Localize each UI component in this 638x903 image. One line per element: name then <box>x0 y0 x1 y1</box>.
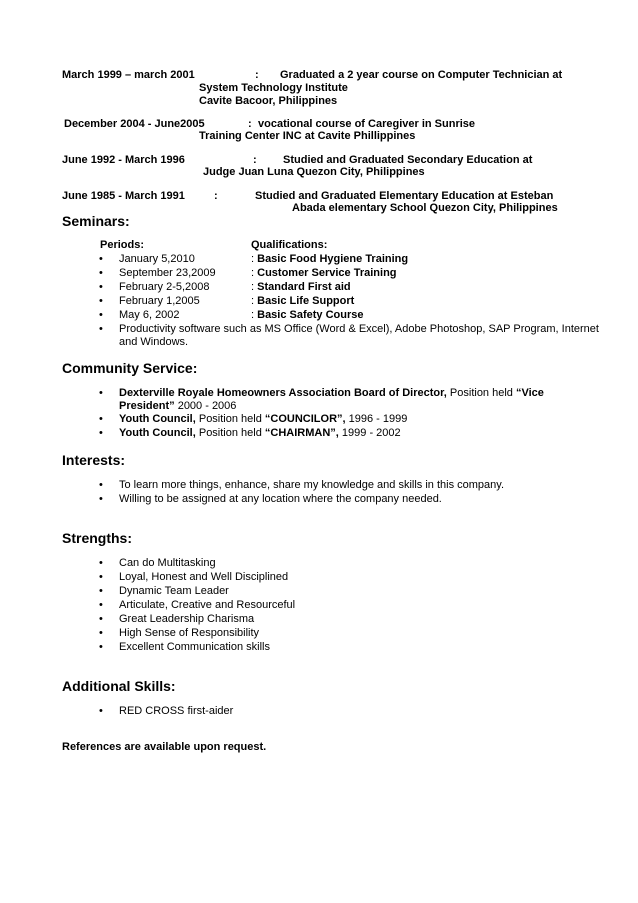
section-heading-seminars: Seminars: <box>62 213 130 229</box>
education-colon: : <box>253 154 257 166</box>
education-line: System Technology Institute <box>199 82 348 94</box>
section-heading-interests: Interests: <box>62 452 126 468</box>
community-item: • Youth Council, Position held “CHAIRMAN”, 1999 - 2002 <box>119 427 401 439</box>
education-line: Training Center INC at Cavite Phillippines <box>199 130 416 142</box>
education-period: March 1999 – march 2001 <box>62 69 195 81</box>
references-note: References are available upon request. <box>62 741 267 753</box>
seminar-date: • May 6, 2002 <box>119 309 180 321</box>
education-line: vocational course of Caregiver in Sunrise <box>258 118 476 130</box>
periods-label: Periods: <box>100 239 145 251</box>
section-heading-additional-skills: Additional Skills: <box>62 678 176 694</box>
seminar-date: • February 1,2005 <box>119 295 200 307</box>
strength-item: • High Sense of Responsibility <box>119 627 259 639</box>
education-line: Abada elementary School Quezon City, Philippines <box>292 202 558 214</box>
additional-skill-item: • RED CROSS first-aider <box>119 705 233 717</box>
strength-item: • Great Leadership Charisma <box>119 613 254 625</box>
section-heading-community: Community Service: <box>62 360 198 376</box>
education-line: Studied and Graduated Elementary Education at Esteban <box>255 190 554 202</box>
seminar-date: • February 2-5,2008 <box>119 281 210 293</box>
education-colon: : <box>214 190 218 202</box>
education-period: June 1985 - March 1991 <box>62 190 185 202</box>
software-line: and Windows. <box>119 336 189 348</box>
strength-item: • Dynamic Team Leader <box>119 585 229 597</box>
education-period: December 2004 - June2005 <box>64 118 205 130</box>
strength-item: • Loyal, Honest and Well Disciplined <box>119 571 288 583</box>
strength-item: • Excellent Communication skills <box>119 641 270 653</box>
education-line: Cavite Bacoor, Philippines <box>199 95 338 107</box>
seminar-qualification: : Standard First aid <box>251 281 351 293</box>
community-item: • Dexterville Royale Homeowners Association Board of Director, Position held “Vice <box>119 387 544 399</box>
education-colon: : <box>255 69 259 81</box>
software-line: • Productivity software such as MS Office (Word & Excel), Adobe Photoshop, SAP Program, Internet <box>119 323 599 335</box>
education-colon: : <box>248 118 252 130</box>
seminar-date: • September 23,2009 <box>119 267 216 279</box>
strength-item: • Can do Multitasking <box>119 557 216 569</box>
education-period: June 1992 - March 1996 <box>62 154 185 166</box>
strength-item: • Articulate, Creative and Resourceful <box>119 599 295 611</box>
community-item: President” 2000 - 2006 <box>119 400 237 412</box>
qualifications-label: Qualifications: <box>251 239 328 251</box>
interest-item: • Willing to be assigned at any location where the company needed. <box>119 493 442 505</box>
seminar-date: • January 5,2010 <box>119 253 195 265</box>
seminar-qualification: : Basic Food Hygiene Training <box>251 253 409 265</box>
seminar-qualification: : Customer Service Training <box>251 267 397 279</box>
education-line: Graduated a 2 year course on Computer Technician at <box>280 69 563 81</box>
section-heading-strengths: Strengths: <box>62 530 132 546</box>
interest-item: • To learn more things, enhance, share my knowledge and skills in this company. <box>119 479 504 491</box>
education-line: Studied and Graduated Secondary Education at <box>283 154 533 166</box>
education-line: Judge Juan Luna Quezon City, Philippines <box>203 166 425 178</box>
seminar-qualification: : Basic Life Support <box>251 295 355 307</box>
seminar-qualification: : Basic Safety Course <box>251 309 364 321</box>
community-item: • Youth Council, Position held “COUNCILOR”, 1996 - 1999 <box>119 413 407 425</box>
